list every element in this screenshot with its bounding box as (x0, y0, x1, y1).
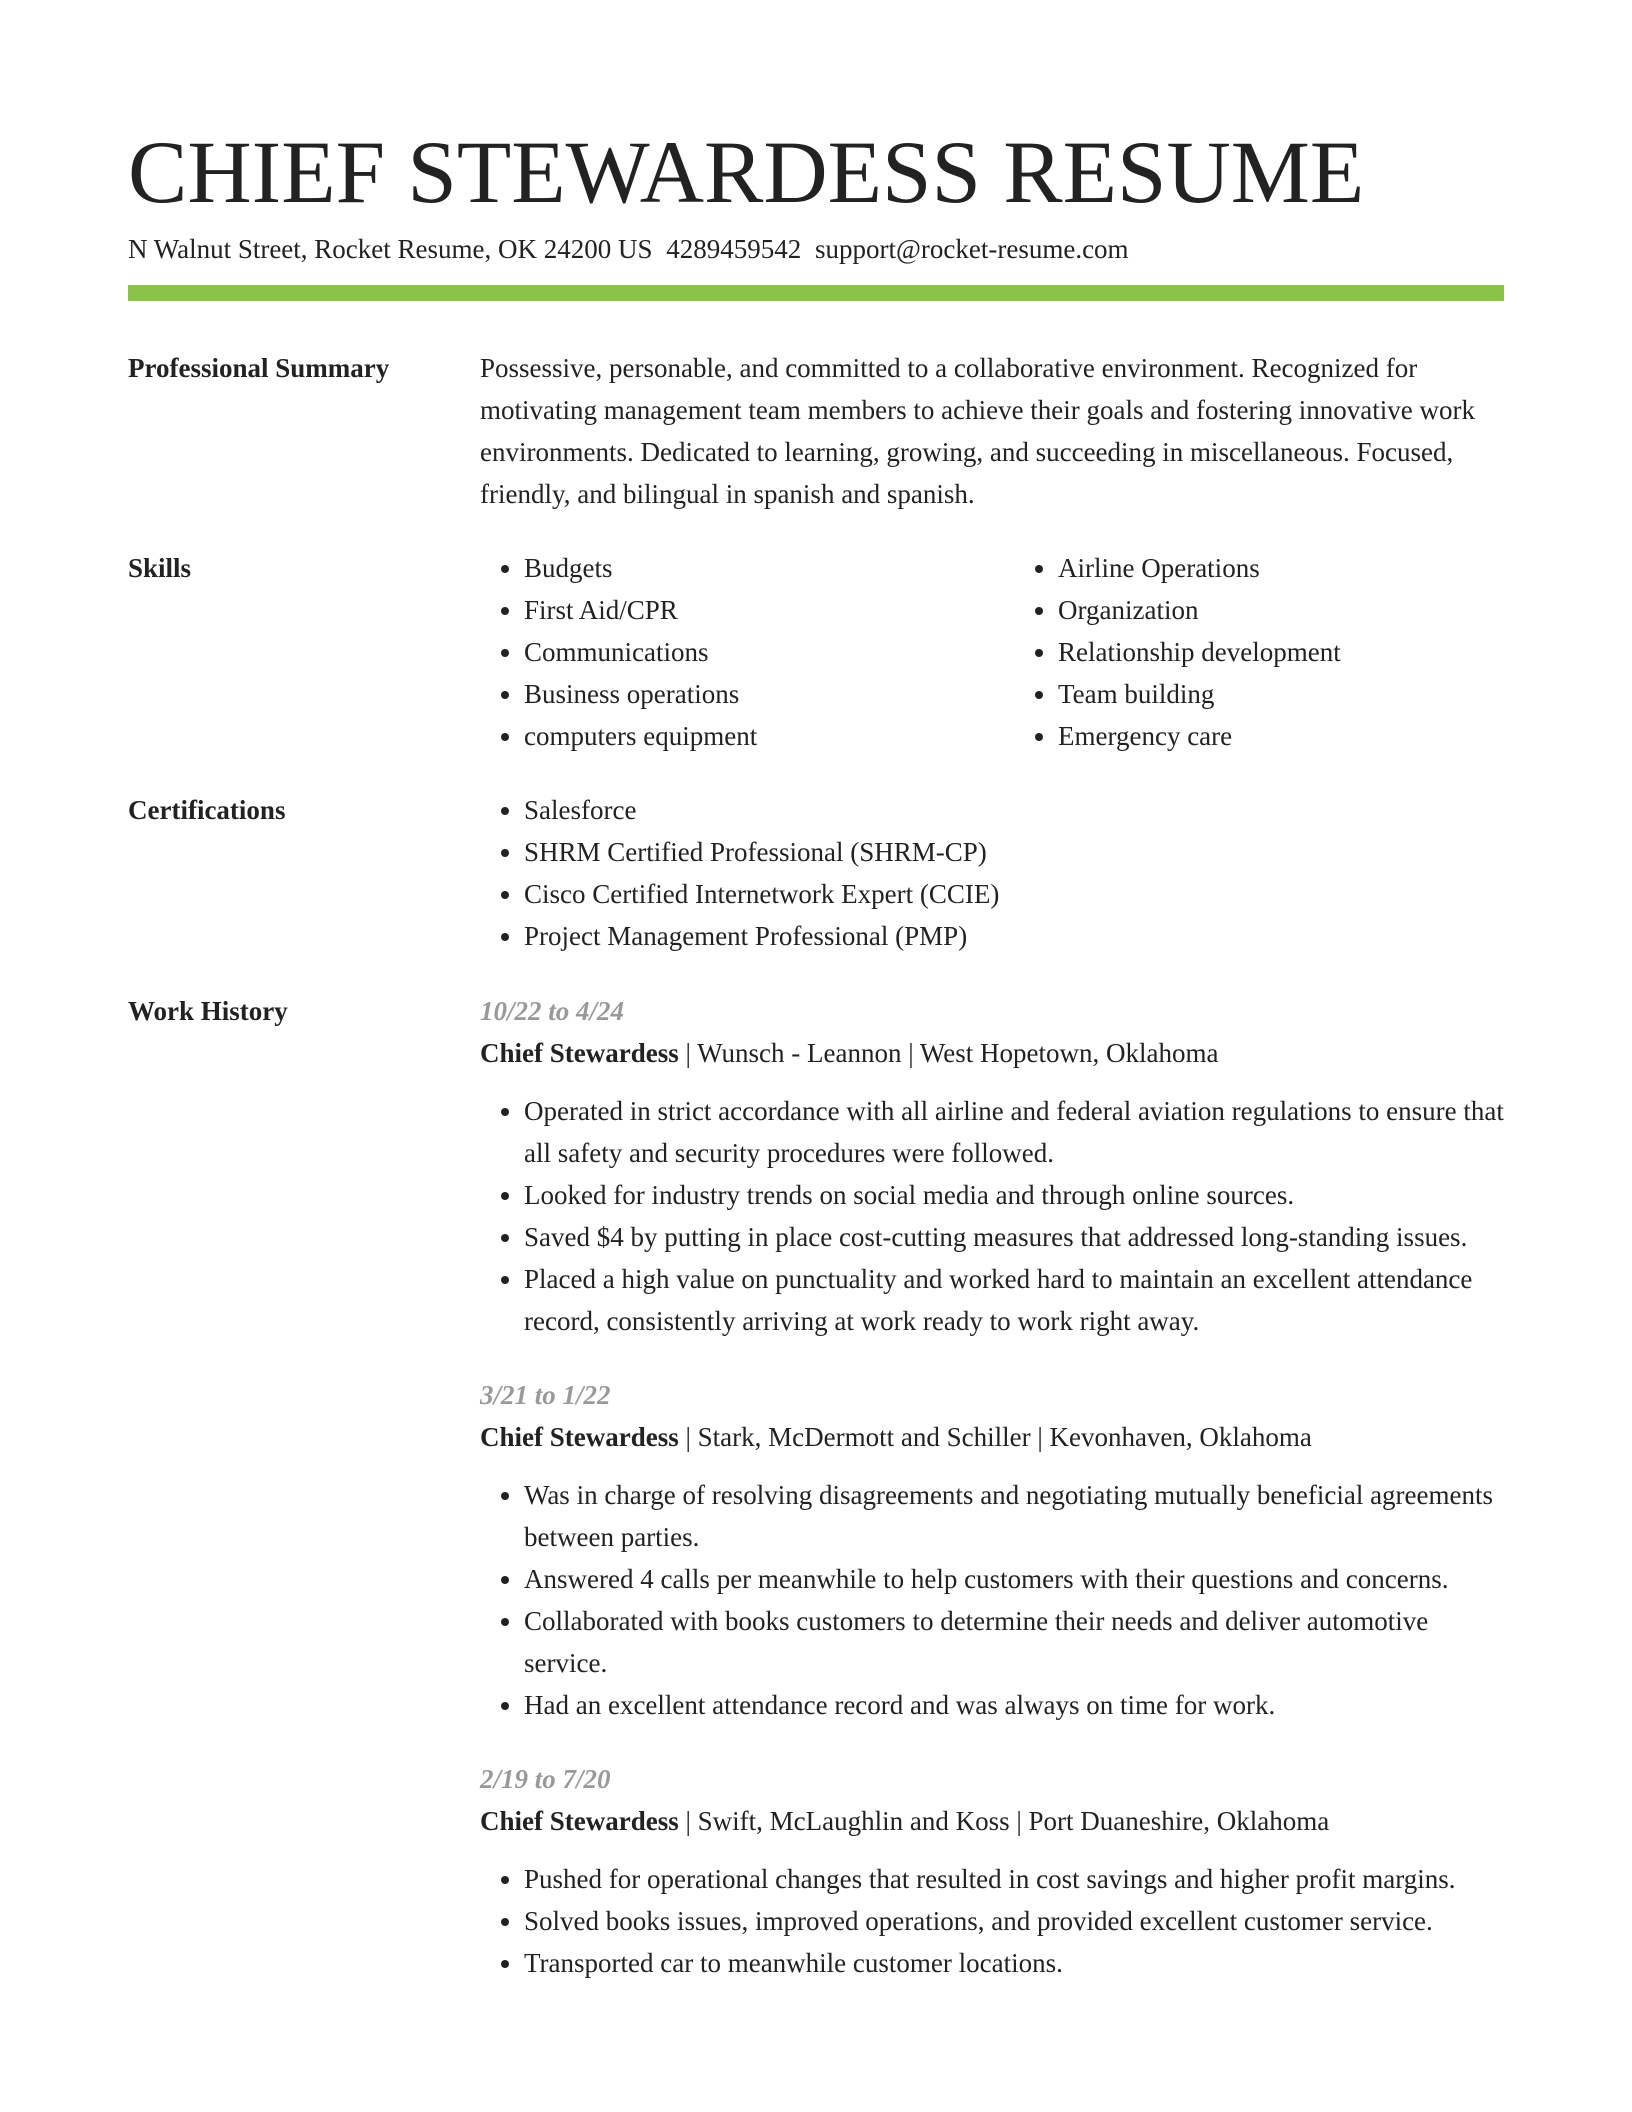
skill-item: • Organization (1058, 589, 1504, 631)
job-bullet: • Was in charge of resolving disagreements and negotiating mutually beneficial agreements between parties. (524, 1474, 1504, 1558)
skill-item: • Communications (524, 631, 970, 673)
job-bullets (480, 1474, 1504, 1726)
skill-item: • computers equipment (524, 715, 970, 757)
job-dates: 3/21 to 1/22 (480, 1380, 611, 1410)
skill-item: • Budgets (524, 547, 970, 589)
job-bullet: • Looked for industry trends on social media and through online sources. (524, 1174, 1504, 1216)
certification-item: • Project Management Professional (PMP) (524, 915, 1504, 957)
job-company-location: | Wunsch - Leannon | West Hopetown, Oklahoma (678, 1038, 1219, 1068)
job-entry (480, 1374, 1504, 1726)
skill-item: • Team building (1058, 673, 1504, 715)
resume-title: CHIEF STEWARDESS RESUME (128, 124, 1365, 222)
section-heading: Work History (128, 996, 288, 1026)
skill-item: • Emergency care (1058, 715, 1504, 757)
certifications-list (480, 789, 1504, 957)
skill-item: • First Aid/CPR (524, 589, 970, 631)
job-heading (480, 1032, 1504, 1074)
skills-list-right (1014, 547, 1504, 757)
job-heading (480, 1800, 1504, 1842)
certification-item: • Salesforce (524, 789, 1504, 831)
job-heading (480, 1416, 1504, 1458)
skills-list-left (480, 547, 970, 757)
job-title: Chief Stewardess (480, 1038, 679, 1068)
certification-item: • SHRM Certified Professional (SHRM-CP) (524, 831, 1504, 873)
section-heading: Certifications (128, 795, 286, 825)
skill-item: • Relationship development (1058, 631, 1504, 673)
job-bullet: • Pushed for operational changes that resulted in cost savings and higher profit margins. (524, 1858, 1504, 1900)
job-bullet: • Collaborated with books customers to determine their needs and deliver automotive service. (524, 1600, 1504, 1684)
job-bullets (480, 1858, 1504, 1984)
job-bullets (480, 1090, 1504, 1342)
contact-line (128, 230, 1129, 268)
email: support@rocket-resume.com (815, 234, 1129, 264)
job-bullet: • Operated in strict accordance with all airline and federal aviation regulations to ensure that all safety and security procedures were followed. (524, 1090, 1504, 1174)
skill-item: • Business operations (524, 673, 970, 715)
job-bullet: • Saved $4 by putting in place cost-cutting measures that addressed long-standing issues. (524, 1216, 1504, 1258)
job-entry (480, 990, 1504, 1342)
job-bullet: • Answered 4 calls per meanwhile to help customers with their questions and concerns. (524, 1558, 1504, 1600)
phone: 4289459542 (666, 234, 802, 264)
summary-text: Possessive, personable, and committed to a collaborative environment. Recognized for motivating management team members to achieve their goals and fostering innovative work environments. Dedicated to learning, growing, and succeeding in miscellaneous. Focused, friendly, and bilingual in spanish and spanish. (480, 353, 1475, 509)
section-heading: Skills (128, 553, 192, 583)
job-title: Chief Stewardess (480, 1806, 679, 1836)
skill-item: • Airline Operations (1058, 547, 1504, 589)
job-bullet: • Had an excellent attendance record and was always on time for work. (524, 1684, 1504, 1726)
header-divider (128, 285, 1504, 301)
job-bullet: • Placed a high value on punctuality and worked hard to maintain an excellent attendance record, consistently arriving at work ready to work right away. (524, 1258, 1504, 1342)
section-heading: Professional Summary (128, 353, 390, 383)
job-title: Chief Stewardess (480, 1422, 679, 1452)
job-entry (480, 1758, 1504, 1984)
address: N Walnut Street, Rocket Resume, OK 24200 US (128, 234, 653, 264)
certification-item: • Cisco Certified Internetwork Expert (CCIE) (524, 873, 1504, 915)
job-bullet: • Transported car to meanwhile customer locations. (524, 1942, 1504, 1984)
job-bullet: • Solved books issues, improved operations, and provided excellent customer service. (524, 1900, 1504, 1942)
job-company-location: | Stark, McDermott and Schiller | Kevonhaven, Oklahoma (678, 1422, 1312, 1452)
job-dates: 2/19 to 7/20 (480, 1764, 611, 1794)
job-dates: 10/22 to 4/24 (480, 996, 625, 1026)
job-company-location: | Swift, McLaughlin and Koss | Port Duaneshire, Oklahoma (678, 1806, 1330, 1836)
